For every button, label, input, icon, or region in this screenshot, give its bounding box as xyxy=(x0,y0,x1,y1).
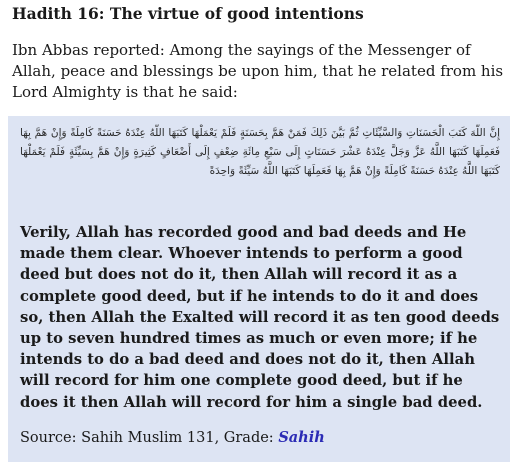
source-citation xyxy=(20,428,325,448)
english-translation: Verily, Allah has recorded good and bad deeds and He made them clear. Whoever intends to perform a good deed but does not do it, then Allah will record it as a complete good deed, but if he intends to do it and does so, then Allah the Exalted will record it as ten good deeds up to seven hundred times as much or even more; if he intends to do a bad deed and does not do it, then Allah will record for him one complete good deed, but if he does it then Allah will record for him a single bad deed. xyxy=(20,224,500,411)
arabic-text: إِنَّ اللَّهَ كَتَبَ الْحَسَنَاتِ وَالسَّيِّئَاتِ ثُمَّ بَيَّنَ ذَلِكَ فَمَنْ هَمَّ بِحَسَنَةٍ فَلَمْ يَعْمَلْهَا كَتَبَهَا اللَّهُ عِنْدَهُ حَسَنَةً كَامِلَةً وَإِنْ هَمَّ بِهَا فَعَمِلَهَا كَتَبَهَا اللَّهُ عَزَّ وَجَلَّ عِنْدَهُ عَشْرَ حَسَنَاتٍ إِلَى سَبْعِ مِائَةِ ضِعْفٍ إِلَى أَضْعَافٍ كَثِيرَةٍ وَإِنْ هَمَّ بِسَيِّئَةٍ فَلَمْ يَعْمَلْهَا كَتَبَهَا اللَّهُ عِنْدَهُ حَسَنَةً كَامِلَةً وَإِنْ هَمَّ بِهَا فَعَمِلَهَا كَتَبَهَا اللَّهُ سَيِّئَةً وَاحِدَةً xyxy=(20,127,500,177)
intro-paragraph: Ibn Abbas reported: Among the sayings of the Messenger of Allah, peace and blessings be upon him, that he related from his Lord Almighty is that he said: xyxy=(12,41,504,101)
grade-link[interactable]: Sahih xyxy=(278,429,325,446)
hadith-quote-box xyxy=(8,116,510,462)
hadith-title: Hadith 16: The virtue of good intentions xyxy=(12,4,364,23)
source-label: Source: Sahih Muslim 131, Grade: xyxy=(20,430,279,446)
